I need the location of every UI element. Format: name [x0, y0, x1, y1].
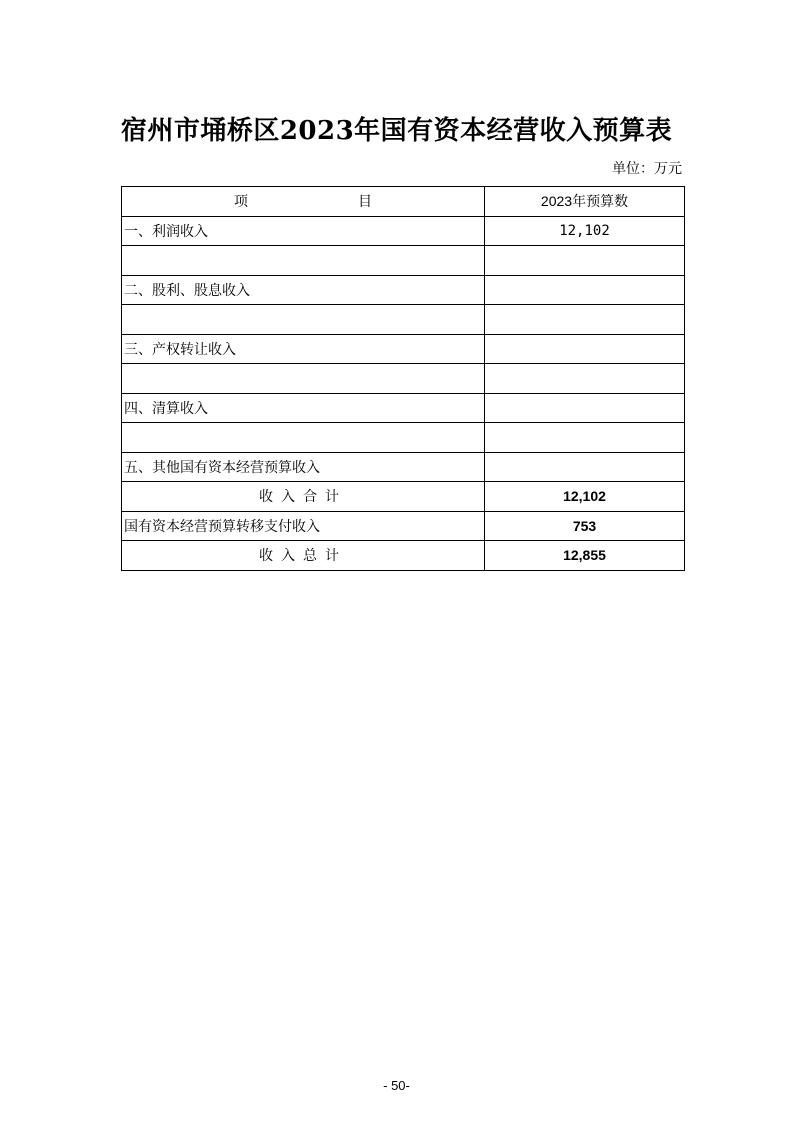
row-label: 国有资本经营预算转移支付收入 — [122, 511, 485, 541]
row-amount — [485, 246, 685, 276]
row-amount — [485, 452, 685, 482]
header-item-part2: 目 — [358, 193, 372, 210]
row-label — [122, 246, 485, 276]
table-row — [122, 393, 685, 423]
table-row — [122, 423, 685, 453]
unit-label: 单位：万元 — [612, 161, 682, 177]
row-label — [122, 305, 485, 335]
page-title: 宿州市埇桥区2023年国有资本经营收入预算表 — [120, 116, 673, 146]
table-row — [122, 275, 685, 305]
subtotal-amount: 12,102 — [485, 482, 685, 512]
row-amount: 753 — [485, 511, 685, 541]
table-row — [122, 364, 685, 394]
row-amount — [485, 423, 685, 453]
total-label: 收入总计 — [122, 541, 485, 571]
row-amount — [485, 334, 685, 364]
table-row — [122, 511, 685, 541]
row-amount — [485, 275, 685, 305]
row-amount — [485, 305, 685, 335]
subtotal-row — [122, 482, 685, 512]
row-amount — [485, 393, 685, 423]
header-amount: 2023年预算数 — [485, 187, 685, 217]
table-header-row — [122, 187, 685, 217]
table-row — [122, 305, 685, 335]
row-amount — [485, 364, 685, 394]
row-label — [122, 364, 485, 394]
header-item — [122, 187, 485, 217]
total-row — [122, 541, 685, 571]
table-row — [122, 452, 685, 482]
subtotal-label: 收入合计 — [122, 482, 485, 512]
table-row — [122, 216, 685, 246]
row-label: 四、清算收入 — [122, 393, 485, 423]
total-amount: 12,855 — [485, 541, 685, 571]
budget-table — [121, 186, 685, 571]
row-label: 二、股利、股息收入 — [122, 275, 485, 305]
row-label: 一、利润收入 — [122, 216, 485, 246]
row-amount: 12,102 — [485, 216, 685, 246]
row-label: 五、其他国有资本经营预算收入 — [122, 452, 485, 482]
row-label: 三、产权转让收入 — [122, 334, 485, 364]
table-row — [122, 246, 685, 276]
header-item-part1: 项 — [234, 193, 248, 210]
page-number: - 50- — [383, 1078, 410, 1093]
row-label — [122, 423, 485, 453]
table-row — [122, 334, 685, 364]
